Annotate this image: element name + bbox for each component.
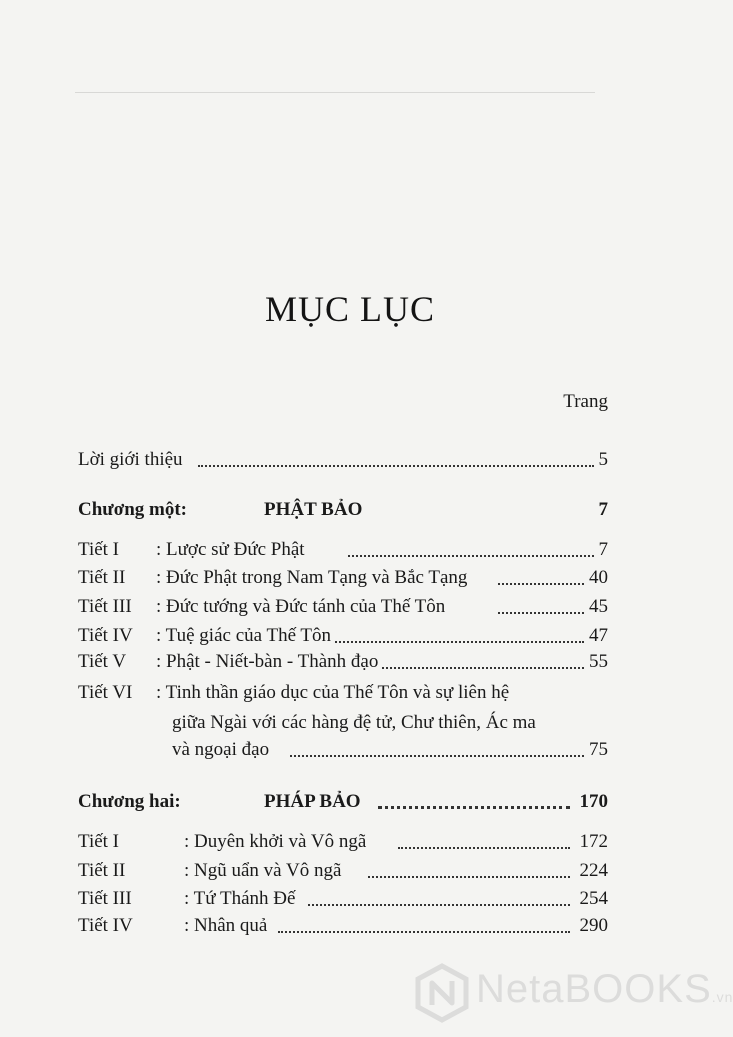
- toc-section-row[interactable]: [78, 828, 608, 856]
- ghost-header-rule: [75, 92, 595, 93]
- section-label: Tiết I: [78, 539, 120, 560]
- dot-leader: [290, 753, 584, 757]
- netabooks-logo-icon: [412, 963, 472, 1023]
- section-label: Tiết III: [78, 888, 132, 909]
- dot-leader: [278, 929, 570, 933]
- dot-leader: [498, 581, 584, 585]
- section-title: : Lược sử Đức Phật: [156, 536, 307, 564]
- chapter-two-heading-row[interactable]: [78, 788, 608, 816]
- section-title: : Đức Phật trong Nam Tạng và Bắc Tạng: [156, 564, 469, 592]
- chapter-two-heading: Chương hai:: [78, 791, 181, 812]
- dot-leader: [498, 610, 584, 614]
- toc-section-row[interactable]: [78, 648, 608, 676]
- toc-section-row[interactable]: [78, 857, 608, 885]
- toc-intro-row[interactable]: [78, 446, 608, 474]
- toc-section-row[interactable]: [78, 536, 608, 564]
- toc-intro-label: Lời giới thiệu: [78, 446, 185, 474]
- page-column-label: Trang: [563, 391, 608, 412]
- chapter-one-page: 7: [597, 496, 609, 524]
- toc-section-row[interactable]: [78, 736, 608, 764]
- section-page: 47: [587, 622, 608, 650]
- toc-section-row[interactable]: [78, 885, 608, 913]
- section-page: 75: [587, 736, 608, 764]
- chapter-one-heading-row[interactable]: [78, 496, 608, 524]
- section-label: Tiết II: [78, 567, 126, 588]
- section-title: : Tứ Thánh Đế: [184, 885, 297, 913]
- section-page: 7: [597, 536, 609, 564]
- section-title: : Nhân quả: [184, 912, 269, 940]
- chapter-one-title: PHẬT BẢO: [264, 496, 364, 524]
- dot-leader: [378, 665, 584, 669]
- dot-leader: [368, 874, 570, 878]
- section-title: : Tinh thần giáo dục của Thế Tôn và sự liên hệ: [156, 679, 511, 707]
- toc-section-row[interactable]: [78, 593, 608, 621]
- section-page: 45: [587, 593, 608, 621]
- section-label: Tiết IV: [78, 915, 133, 936]
- section-page: 224: [578, 857, 609, 885]
- dot-leader: [198, 463, 594, 467]
- toc-section-row[interactable]: [78, 679, 608, 707]
- section-page: 254: [578, 885, 609, 913]
- section-title-continued: giữa Ngài với các hàng đệ tử, Chư thiên, Ác ma: [172, 712, 536, 733]
- section-page: 55: [587, 648, 608, 676]
- chapter-two-title: PHÁP BẢO: [264, 788, 363, 816]
- section-title: : Tuệ giác của Thế Tôn: [156, 622, 333, 650]
- section-label: Tiết VI: [78, 682, 133, 703]
- section-title: : Phật - Niết-bàn - Thành đạo: [156, 648, 380, 676]
- toc-section-row[interactable]: [78, 912, 608, 940]
- section-title: : Duyên khởi và Vô ngã: [184, 828, 368, 856]
- toc-intro-page: 5: [597, 446, 609, 474]
- toc-section-row[interactable]: [78, 622, 608, 650]
- chapter-two-page: 170: [578, 788, 609, 816]
- section-label: Tiết V: [78, 651, 127, 672]
- section-page: 40: [587, 564, 608, 592]
- page-title: MỤC LỤC: [264, 289, 436, 329]
- publisher-watermark: [406, 959, 733, 1029]
- toc-section-row[interactable]: [78, 564, 608, 592]
- section-label: Tiết IV: [78, 625, 133, 646]
- section-title: : Ngũ uẩn và Vô ngã: [184, 857, 343, 885]
- section-label: Tiết I: [78, 831, 120, 852]
- dot-leader: [378, 804, 570, 809]
- dot-leader: [348, 553, 594, 557]
- dot-leader: [398, 845, 570, 849]
- section-title: : Đức tướng và Đức tánh của Thế Tôn: [156, 593, 447, 621]
- watermark-brand: NetaBOOKS.vn: [476, 967, 733, 1011]
- section-page: 290: [578, 912, 609, 940]
- dot-leader: [308, 902, 570, 906]
- chapter-one-heading: Chương một:: [78, 499, 188, 520]
- section-label: Tiết II: [78, 860, 126, 881]
- section-page: 172: [578, 828, 609, 856]
- section-label: Tiết III: [78, 596, 132, 617]
- section-title-continued: và ngoại đạo: [172, 736, 271, 764]
- dot-leader: [328, 639, 584, 643]
